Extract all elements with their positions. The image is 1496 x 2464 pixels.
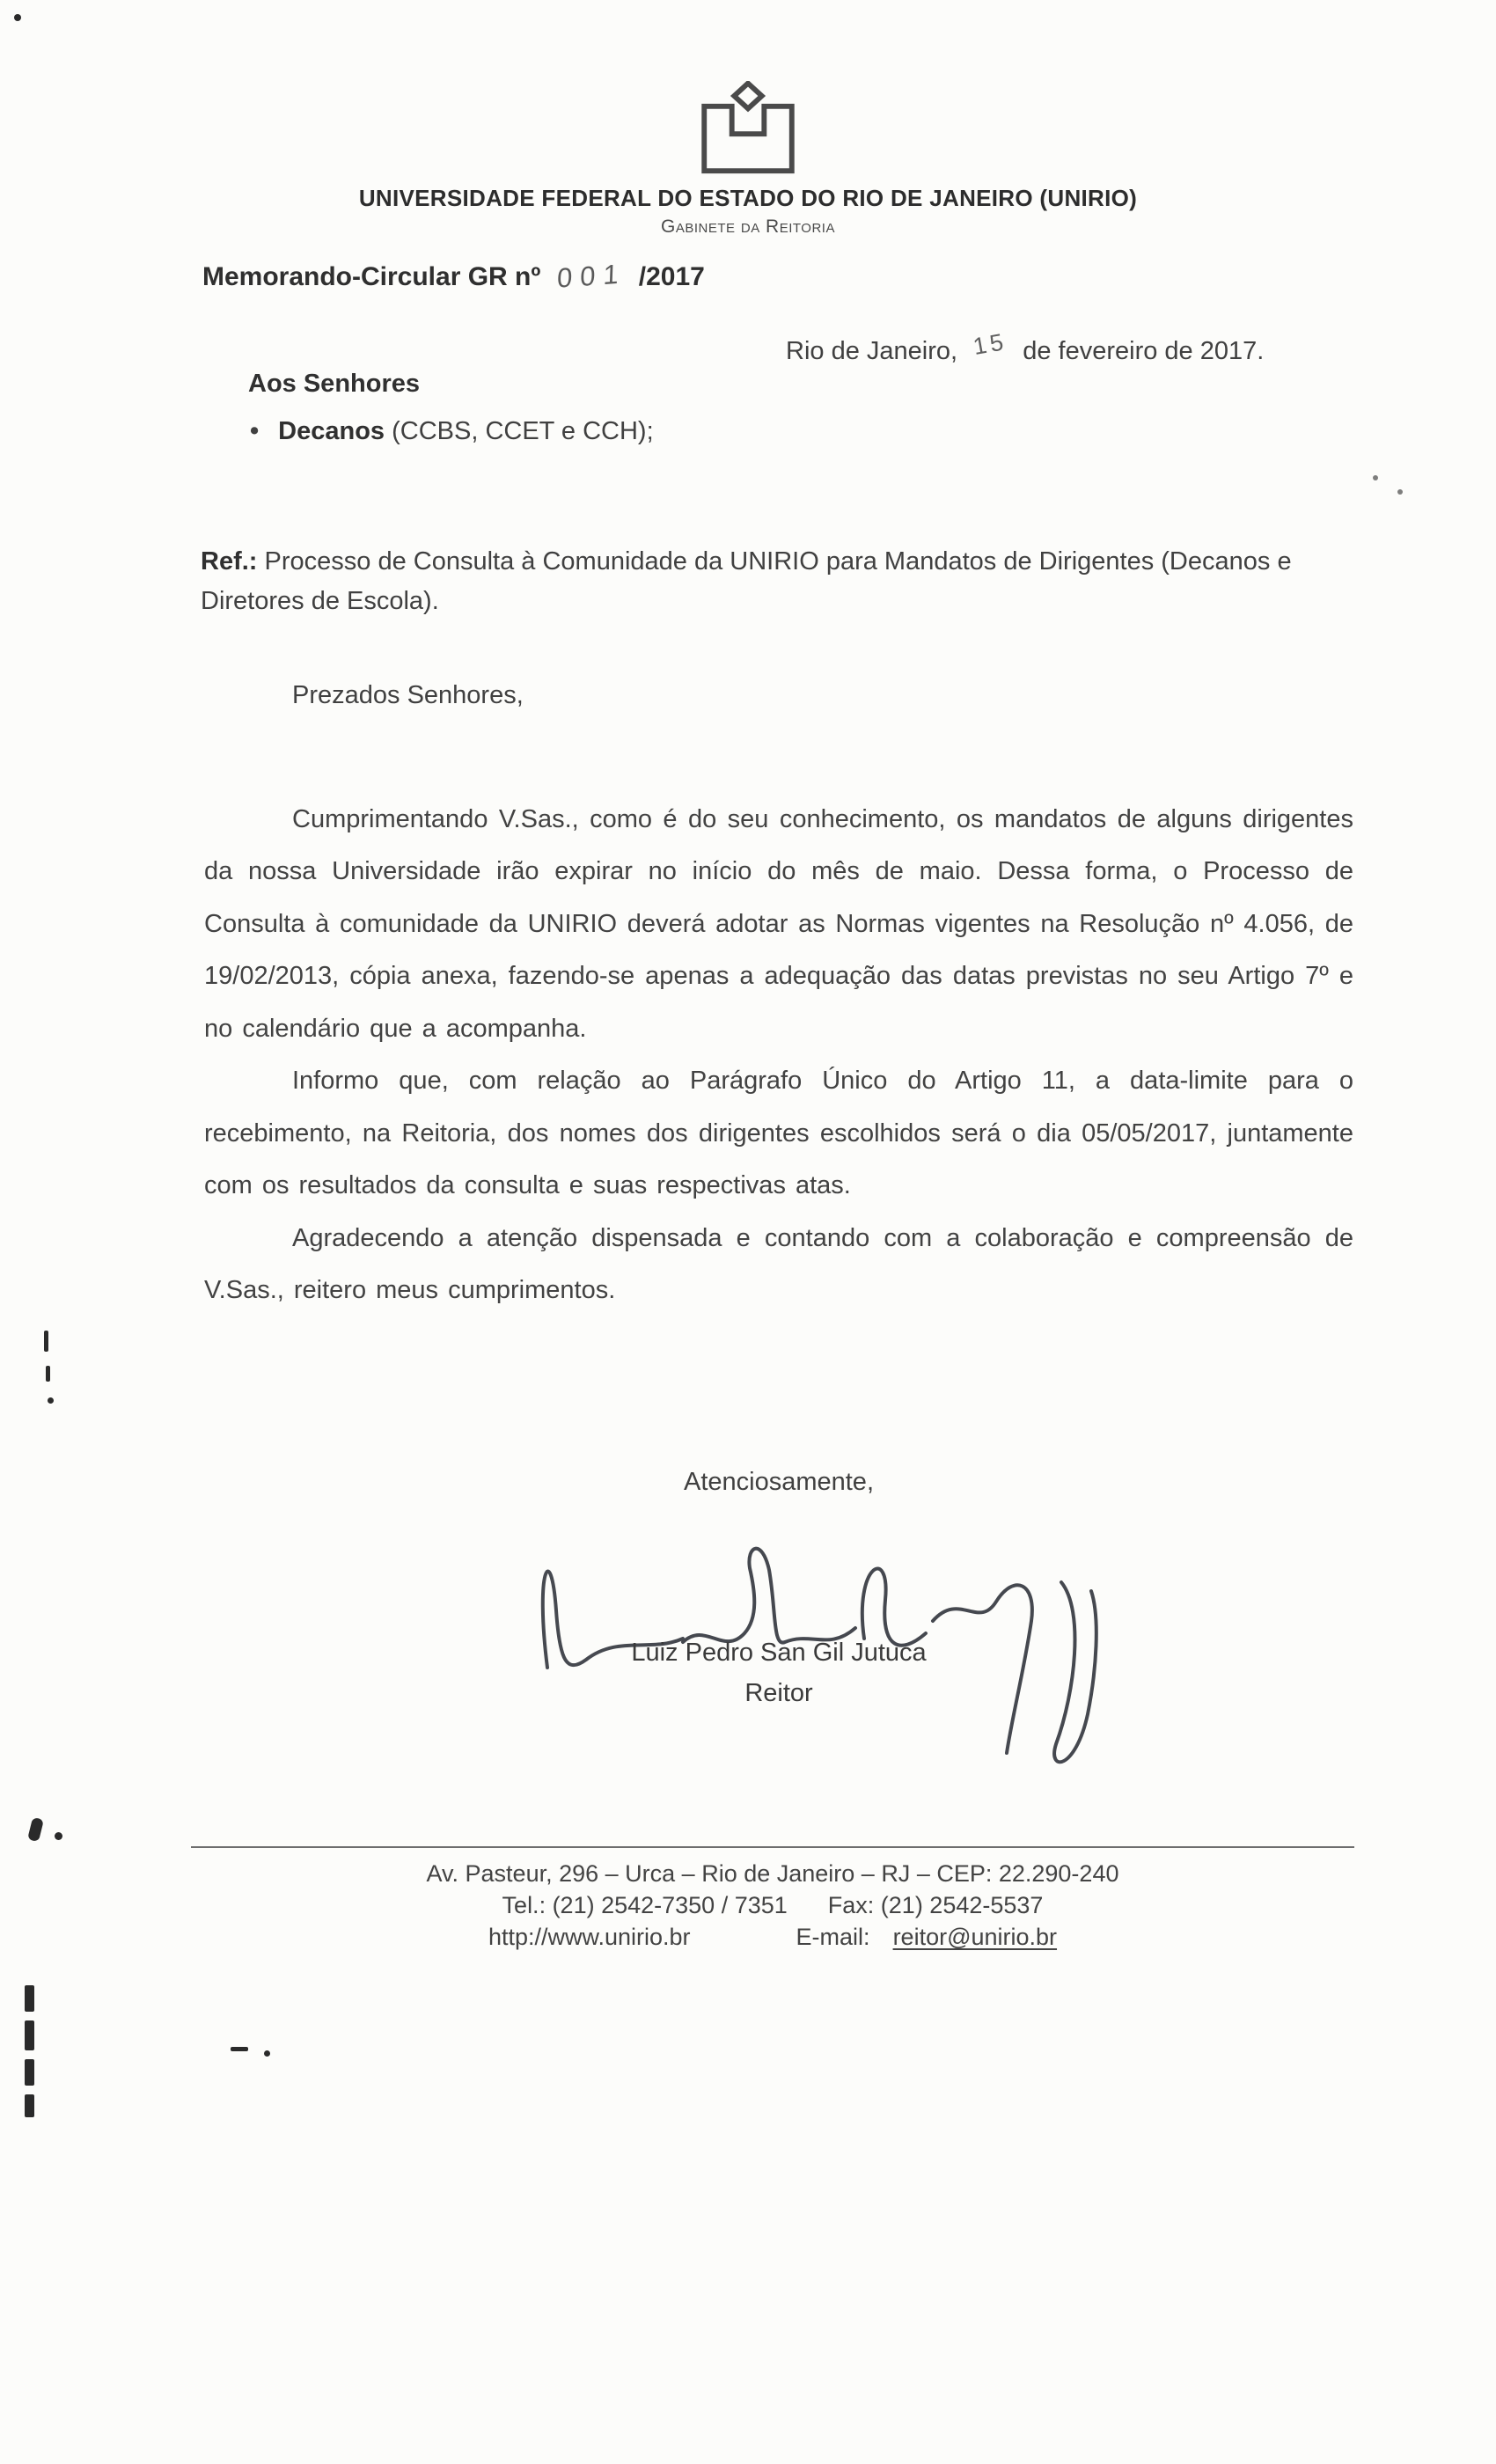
footer-address: Av. Pasteur, 296 – Urca – Rio de Janeiro – RJ – CEP: 22.290-240	[426, 1860, 1119, 1887]
letter-body	[204, 794, 1353, 1316]
dateline-suffix: de fevereiro de 2017.	[1023, 337, 1265, 365]
unirio-logo	[688, 81, 808, 178]
footer-web-line	[191, 1924, 1354, 1951]
recipient-detail: (CCBS, CCET e CCH);	[385, 417, 654, 445]
footer-website: http://www.unirio.br	[488, 1924, 691, 1950]
recipient-name: Decanos	[278, 417, 385, 445]
greeting: Prezados Senhores,	[292, 681, 524, 709]
footer-fax: Fax: (21) 2542-5537	[827, 1892, 1044, 1918]
scan-artifact	[14, 14, 21, 21]
scan-artifact	[25, 2059, 34, 2086]
signer-role: Reitor	[744, 1679, 813, 1707]
signer-name: Luiz Pedro San Gil Jutuca	[631, 1639, 927, 1667]
scan-artifact	[231, 2047, 248, 2051]
scan-artifact	[46, 1366, 50, 1382]
dateline	[786, 327, 1265, 366]
scan-artifact	[27, 1817, 44, 1842]
scan-artifact	[25, 1985, 34, 2012]
closing: Atenciosamente,	[683, 1468, 874, 1496]
salutation: Aos Senhores	[248, 370, 420, 398]
footer-email-link[interactable]: reitor@unirio.br	[892, 1924, 1058, 1950]
scan-artifact	[1373, 475, 1378, 480]
reference-label: Ref.:	[201, 547, 258, 576]
dateline-prefix: Rio de Janeiro,	[786, 337, 958, 365]
footer-divider	[191, 1846, 1354, 1848]
memo-year: /2017	[638, 262, 705, 291]
scan-artifact	[48, 1397, 54, 1404]
footer-email-label: E-mail:	[796, 1924, 870, 1950]
university-name: UNIVERSIDADE FEDERAL DO ESTADO DO RIO DE JANEIRO (UNIRIO)	[358, 185, 1138, 211]
paragraph-3: Agradecendo a atenção dispensada e contando com a colaboração e compreensão de V.Sas., reitero meus cumprimentos.	[204, 1223, 1353, 1304]
scan-artifact	[25, 2094, 34, 2117]
office-name: Gabinete da Reitoria	[661, 216, 835, 237]
scan-artifact	[55, 1832, 62, 1840]
footer-tel: Tel.: (21) 2542-7350 / 7351	[502, 1892, 788, 1918]
footer-phone-line	[191, 1892, 1354, 1919]
scan-artifact	[44, 1331, 48, 1352]
memo-number-handwritten: 001	[556, 258, 627, 294]
reference-block	[201, 542, 1355, 621]
reference-text: Processo de Consulta à Comunidade da UNIRIO para Mandatos de Dirigentes (Decanos e Diretores de Escola).	[201, 547, 1292, 615]
scan-artifact	[1397, 489, 1403, 495]
paragraph-1: Cumprimentando V.Sas., como é do seu conhecimento, os mandatos de alguns dirigentes da nossa Universidade irão expirar no início do mês de maio. Dessa forma, o Processo de Consulta à comunidade da UNIRIO deverá adotar as Normas vigentes na Resolução nº 4.056, de 19/02/2013, cópia anexa, fazendo-se apenas a adequação das datas previstas no seu Artigo 7º e no calendário que a acompanha.	[204, 805, 1353, 1043]
memo-label: Memorando-Circular GR nº	[202, 262, 541, 291]
bullet-icon: •	[250, 417, 260, 445]
recipient-item	[250, 417, 654, 446]
unirio-logo-icon	[688, 81, 808, 178]
scan-artifact	[25, 2020, 34, 2050]
paragraph-2: Informo que, com relação ao Parágrafo Único do Artigo 11, a data-limite para o recebimento, na Reitoria, dos nomes dos dirigentes escolhidos será o dia 05/05/2017, juntamente com os resultados da consulta e suas respectivas atas.	[204, 1067, 1353, 1200]
scan-artifact	[264, 2050, 270, 2057]
memo-number-line	[202, 260, 705, 292]
dateline-day-handwritten: 15	[971, 327, 1009, 361]
signature-icon	[519, 1487, 1118, 1778]
